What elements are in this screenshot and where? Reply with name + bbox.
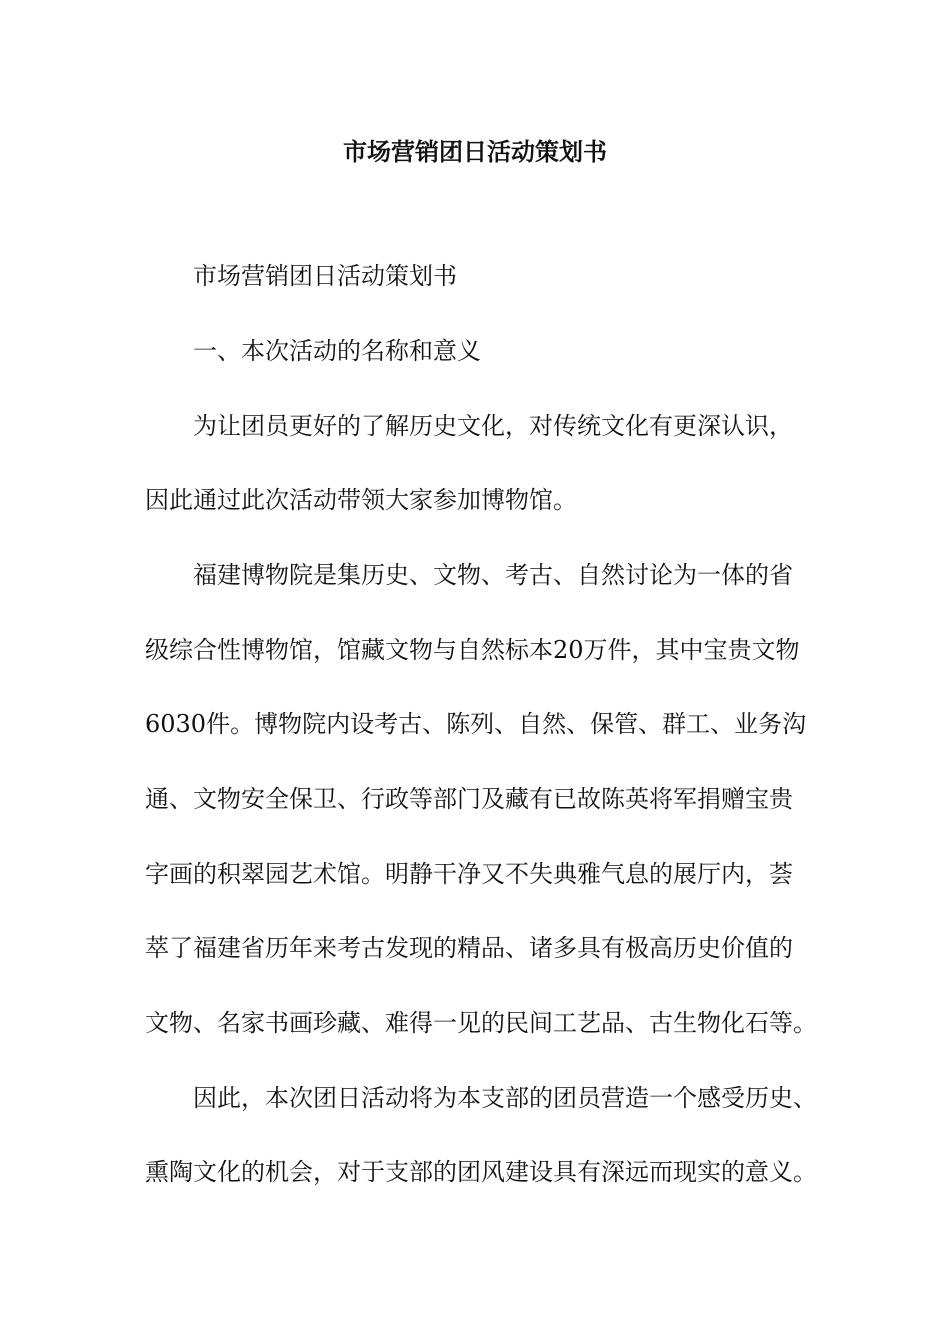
paragraph-line: 通、文物安全保卫、行政等部门及藏有已故陈英将军捐赠宝贵 <box>145 785 793 813</box>
paragraph-line: 文物、名家书画珍藏、难得一见的民间工艺品、古生物化石等。 <box>145 1009 817 1037</box>
paragraph-line: 熏陶文化的机会，对于支部的团风建设具有深远而现实的意义。 <box>145 1158 817 1186</box>
paragraph-line: 因此通过此次活动带领大家参加博物馆。 <box>145 486 577 514</box>
paragraph-line: 级综合性博物馆，馆藏文物与自然标本20万件，其中宝贵文物 <box>145 636 800 664</box>
paragraph-line: 为让团员更好的了解历史文化，对传统文化有更深认识， <box>193 412 793 440</box>
paragraph-line: 因此，本次团日活动将为本支部的团员营造一个感受历史、 <box>193 1084 817 1112</box>
section-heading: 一、本次活动的名称和意义 <box>193 337 481 365</box>
paragraph-line: 字画的积翠园艺术馆。明静干净又不失典雅气息的展厅内，荟 <box>145 860 793 888</box>
paragraph-line: 萃了福建省历年来考古发现的精品、诸多具有极高历史价值的 <box>145 934 793 962</box>
paragraph-line: 6030件。博物院内设考古、陈列、自然、保管、群工、业务沟 <box>145 710 807 738</box>
paragraph-line-heading: 市场营销团日活动策划书 <box>193 262 457 290</box>
document-title: 市场营销团日活动策划书 <box>343 137 607 166</box>
paragraph-line: 福建博物院是集历史、文物、考古、自然讨论为一体的省 <box>193 561 793 589</box>
